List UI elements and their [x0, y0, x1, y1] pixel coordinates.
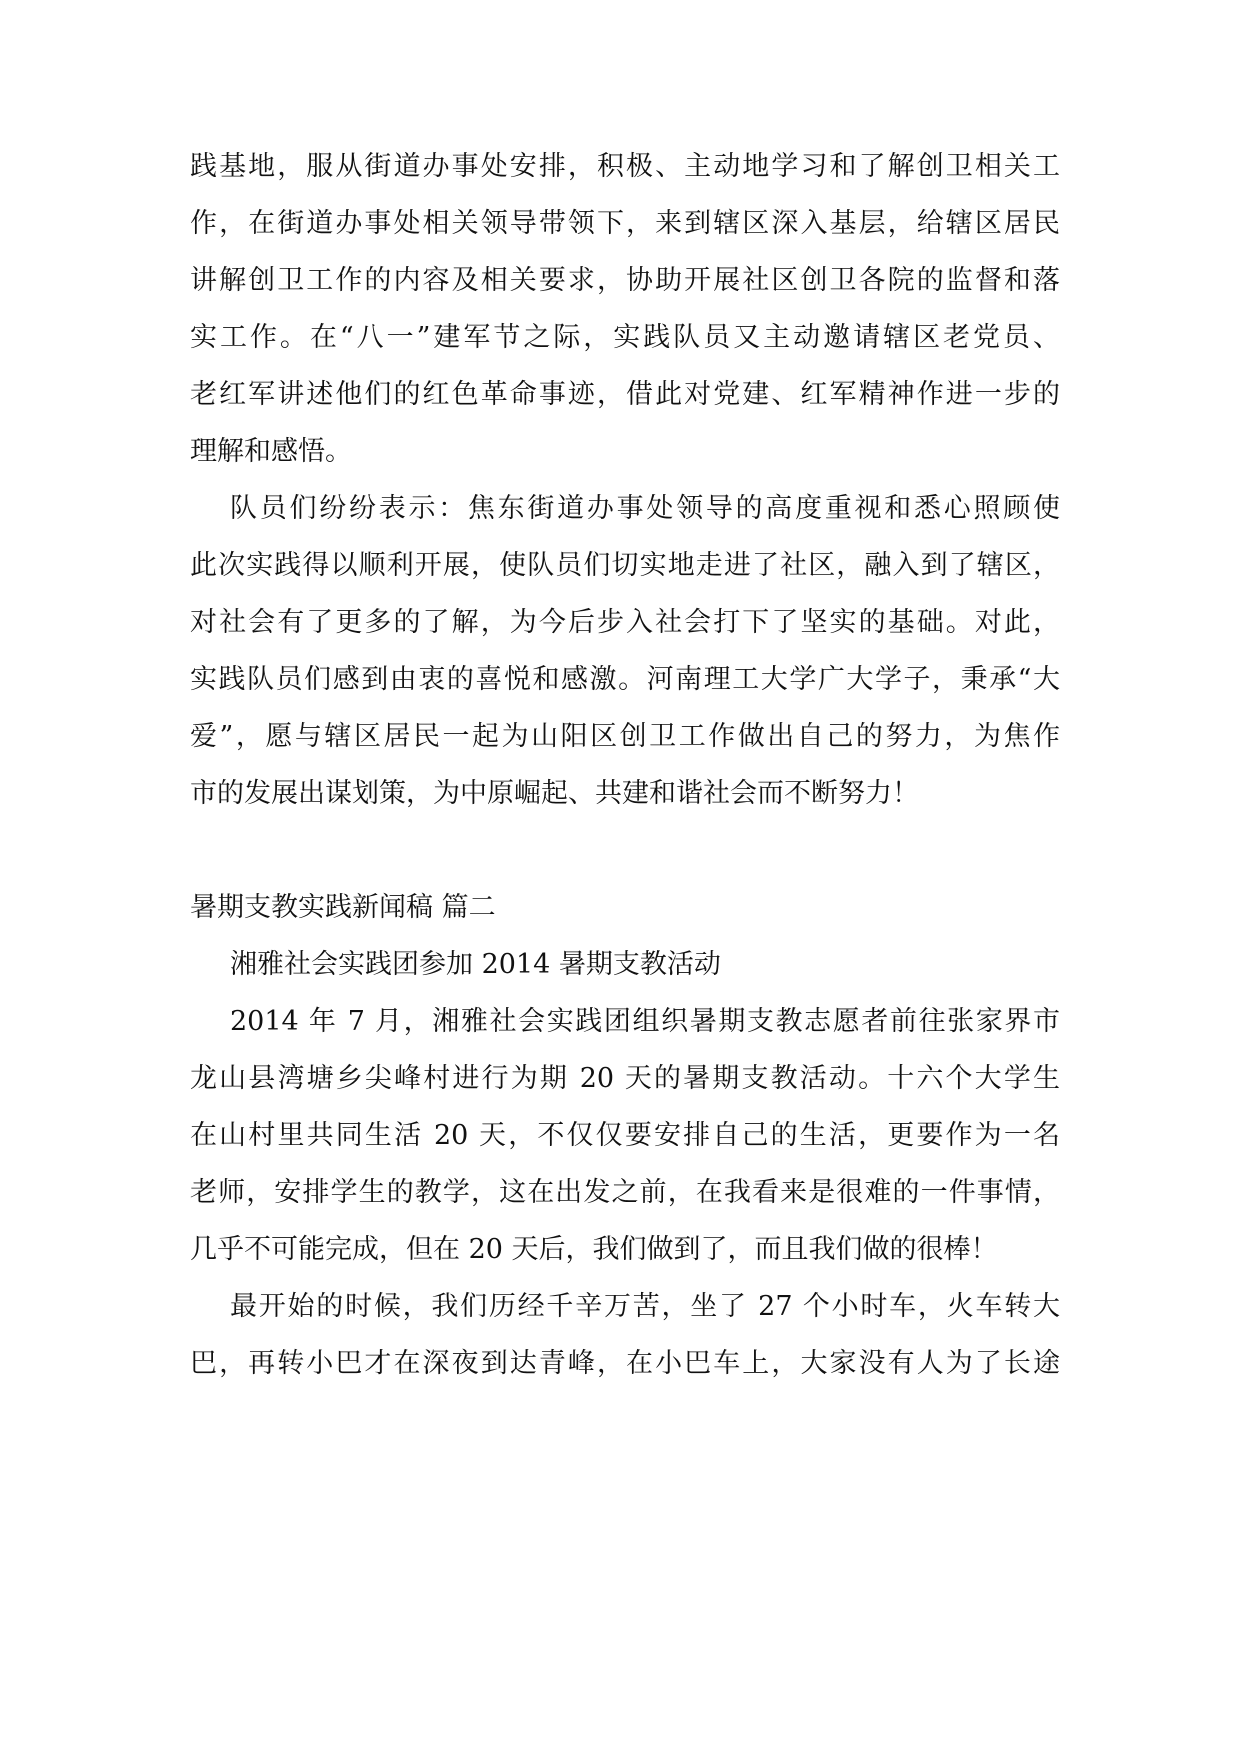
text-line: 老师，安排学生的教学，这在出发之前，在我看来是很难的一件事情，: [190, 1177, 1060, 1208]
text-line: 2014 年 7 月，湘雅社会实践团组织暑期支教志愿者前往张家界市: [230, 1006, 1060, 1037]
section-subtitle: 湘雅社会实践团参加 2014 暑期支教活动: [230, 949, 721, 980]
text-line: 爱”，愿与辖区居民一起为山阳区创卫工作做出自己的努力，为焦作: [190, 721, 1060, 752]
text-line: 实践队员们感到由衷的喜悦和感激。河南理工大学广大学子，秉承“大: [190, 664, 1060, 695]
text-line: 老红军讲述他们的红色革命事迹，借此对党建、红军精神作进一步的: [190, 379, 1060, 410]
text-line: 理解和感悟。: [190, 436, 352, 467]
text-line: 市的发展出谋划策，为中原崛起、共建和谐社会而不断努力！: [190, 778, 919, 809]
text-line: 作，在街道办事处相关领导带领下，来到辖区深入基层，给辖区居民: [190, 208, 1060, 239]
text-line: 龙山县湾塘乡尖峰村进行为期 20 天的暑期支教活动。十六个大学生: [190, 1063, 1060, 1094]
text-line: 巴，再转小巴才在深夜到达青峰，在小巴车上，大家没有人为了长途: [190, 1348, 1060, 1379]
text-line: 讲解创卫工作的内容及相关要求，协助开展社区创卫各院的监督和落: [190, 265, 1060, 296]
text-line: 几乎不可能完成，但在 20 天后，我们做到了，而且我们做的很棒！: [190, 1234, 998, 1265]
text-line: 在山村里共同生活 20 天，不仅仅要安排自己的生活，更要作为一名: [190, 1120, 1060, 1151]
text-line: 对社会有了更多的了解，为今后步入社会打下了坚实的基础。对此，: [190, 607, 1060, 638]
text-line: 此次实践得以顺利开展，使队员们切实地走进了社区，融入到了辖区，: [190, 550, 1060, 581]
text-line: 践基地，服从街道办事处安排，积极、主动地学习和了解创卫相关工: [190, 151, 1060, 182]
text-line: 队员们纷纷表示：焦东街道办事处领导的高度重视和悉心照顾使: [230, 493, 1060, 524]
section-heading: 暑期支教实践新闻稿 篇二: [190, 892, 496, 923]
text-line: 实工作。在“八一”建军节之际，实践队员又主动邀请辖区老党员、: [190, 322, 1060, 353]
text-line: 最开始的时候，我们历经千辛万苦，坐了 27 个小时车，火车转大: [230, 1291, 1060, 1322]
